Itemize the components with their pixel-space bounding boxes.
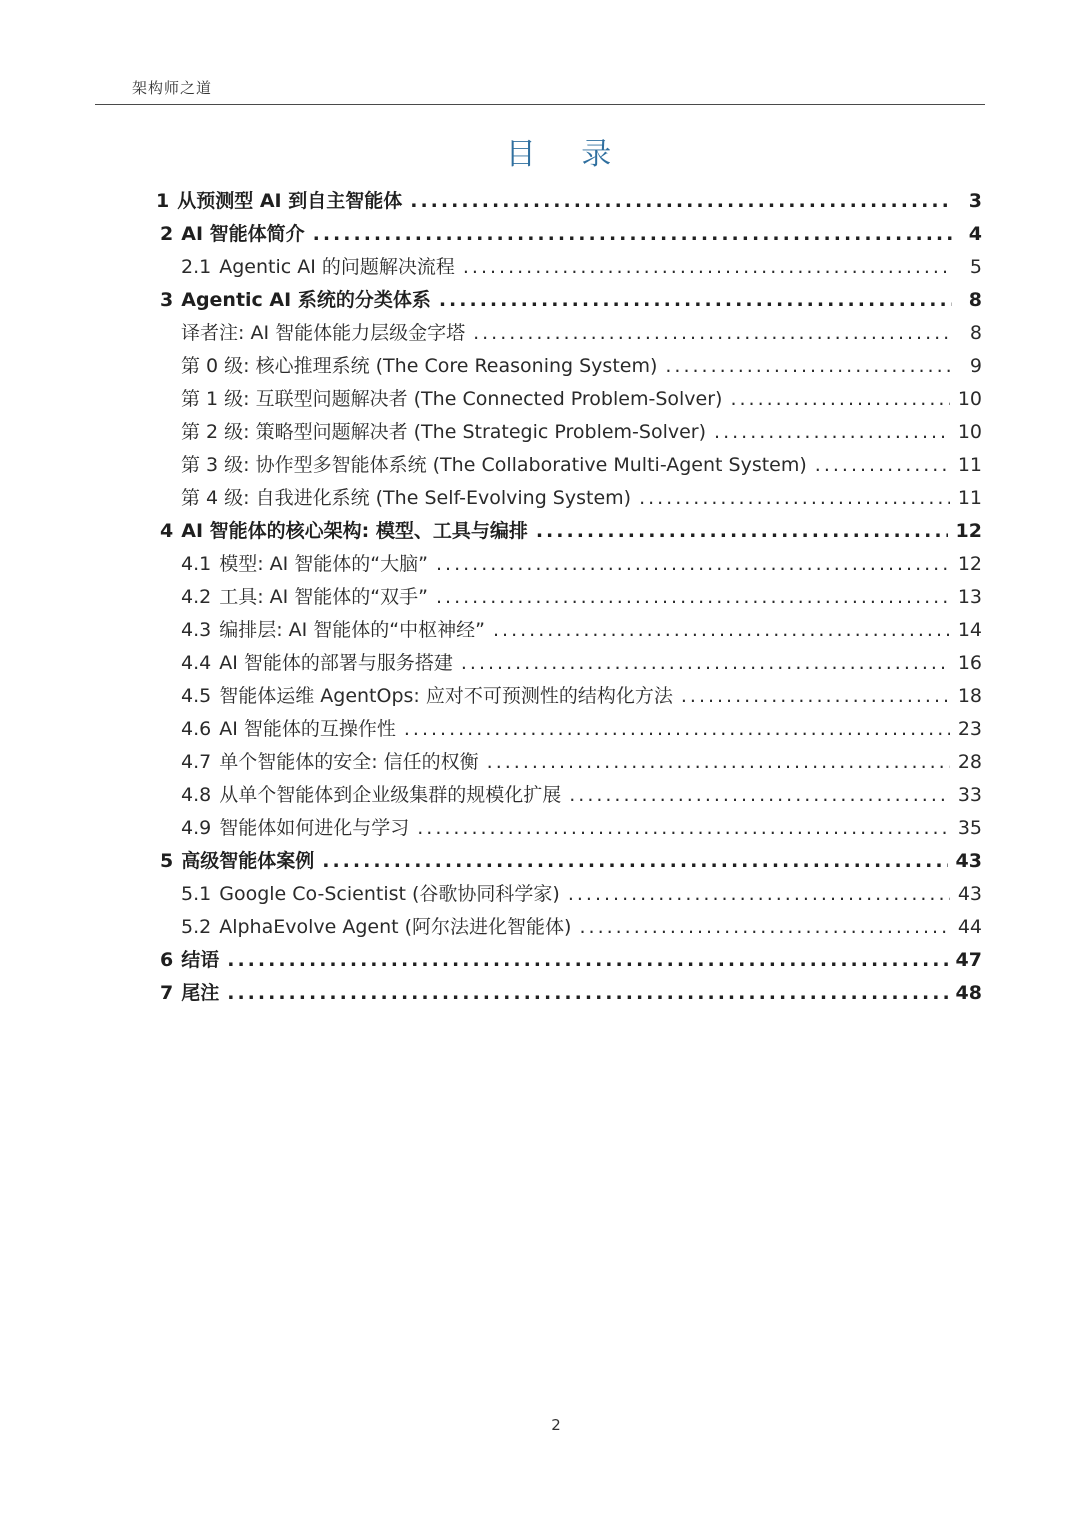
- dot-leader: [227, 978, 947, 1008]
- toc-entry-number: 3: [160, 289, 174, 311]
- toc-entry-page: 28: [957, 751, 982, 773]
- toc-entry-label: 译者注: AI 智能体能力层级金字塔: [181, 322, 466, 344]
- toc-entry[interactable]: [181, 384, 982, 414]
- dot-leader: [322, 846, 947, 876]
- toc-entry-label: 从预测型 AI 到自主智能体: [177, 190, 403, 212]
- toc-entry-number: 4.8: [181, 784, 212, 806]
- toc-entry-page: 23: [957, 718, 982, 740]
- dot-leader: [410, 186, 952, 216]
- toc-entry-page: 9: [969, 355, 982, 377]
- dot-leader: [568, 879, 950, 909]
- dot-leader: [815, 450, 950, 480]
- toc-entry-label: AI 智能体简介: [181, 223, 305, 245]
- toc-entry-page: 48: [955, 982, 982, 1004]
- toc-entry[interactable]: [181, 351, 982, 381]
- toc-entry-page: 4: [968, 223, 982, 245]
- toc-entry[interactable]: [181, 318, 982, 348]
- toc-entry[interactable]: [181, 912, 982, 942]
- dot-leader: [436, 582, 950, 612]
- toc-entry[interactable]: [156, 186, 982, 216]
- toc-entry-page: 13: [957, 586, 982, 608]
- toc-entry-label: AI 智能体的核心架构: 模型、工具与编排: [181, 520, 528, 542]
- toc-entry-number: 4.2: [181, 586, 212, 608]
- toc-entry-page: 43: [955, 850, 982, 872]
- dot-leader: [313, 219, 952, 249]
- toc-entry-label: Agentic AI 系统的分类体系: [181, 289, 431, 311]
- toc-entry-label: 结语: [181, 949, 220, 971]
- toc-entry-page: 12: [955, 520, 982, 542]
- toc-entry-page: 18: [957, 685, 982, 707]
- toc-entry-number: 4.6: [181, 718, 212, 740]
- toc-entry-page: 47: [955, 949, 982, 971]
- dot-leader: [463, 252, 952, 282]
- toc-entry[interactable]: [181, 615, 982, 645]
- dot-leader: [639, 483, 950, 513]
- toc-entry-label: AI 智能体的互操作性: [219, 718, 396, 740]
- toc-entry-number: 2.1: [181, 256, 212, 278]
- toc-entry-number: 2: [160, 223, 174, 245]
- toc-entry-label: 模型: AI 智能体的“大脑”: [219, 553, 428, 575]
- toc-entry-label: 第 3 级: 协作型多智能体系统 (The Collaborative Multi-Agent System): [181, 454, 807, 476]
- toc-entry-label: 第 4 级: 自我进化系统 (The Self-Evolving System): [181, 487, 632, 509]
- toc-entry-page: 43: [957, 883, 982, 905]
- toc-entry-number: 5.2: [181, 916, 212, 938]
- toc-entry-number: 4.9: [181, 817, 212, 839]
- toc-entry[interactable]: [181, 582, 982, 612]
- toc-entry-label: 智能体如何进化与学习: [219, 817, 410, 839]
- toc-entry-page: 3: [968, 190, 982, 212]
- dot-leader: [439, 285, 952, 315]
- toc-entry-number: 7: [160, 982, 174, 1004]
- dot-leader: [473, 318, 952, 348]
- toc-entry[interactable]: [181, 879, 982, 909]
- toc-entry[interactable]: [181, 813, 982, 843]
- dot-leader: [714, 417, 950, 447]
- toc-entry[interactable]: [181, 780, 982, 810]
- toc-entry[interactable]: [181, 549, 982, 579]
- toc-entry-label: 尾注: [181, 982, 220, 1004]
- toc-entry-page: 11: [957, 454, 982, 476]
- toc-entry[interactable]: [181, 417, 982, 447]
- toc-entry-page: 33: [957, 784, 982, 806]
- toc-entry-label: AlphaEvolve Agent (阿尔法进化智能体): [219, 916, 572, 938]
- toc-entry-page: 8: [968, 289, 982, 311]
- toc-entry[interactable]: [181, 648, 982, 678]
- toc-entry-page: 16: [957, 652, 982, 674]
- toc-entry[interactable]: [160, 219, 982, 249]
- toc-entry[interactable]: [181, 483, 982, 513]
- toc-entry-label: 工具: AI 智能体的“双手”: [219, 586, 428, 608]
- toc-entry[interactable]: [160, 285, 982, 315]
- toc-entry-number: 4: [160, 520, 174, 542]
- toc-entry[interactable]: [181, 681, 982, 711]
- toc-entry[interactable]: [181, 450, 982, 480]
- toc-title: 目 录: [505, 137, 630, 172]
- toc-entry[interactable]: [181, 252, 982, 282]
- toc-entry-number: 4.3: [181, 619, 212, 641]
- toc-entry-number: 4.1: [181, 553, 212, 575]
- toc-entry-number: 5.1: [181, 883, 212, 905]
- dot-leader: [461, 648, 950, 678]
- toc-entry-number: 6: [160, 949, 174, 971]
- toc-entry-number: 4.4: [181, 652, 212, 674]
- toc-entry-label: 从单个智能体到企业级集群的规模化扩展: [219, 784, 562, 806]
- toc-entry[interactable]: [181, 714, 982, 744]
- dot-leader: [493, 615, 950, 645]
- toc-entry-label: 编排层: AI 智能体的“中枢神经”: [219, 619, 485, 641]
- toc-entry[interactable]: [160, 945, 982, 975]
- page-number: 2: [551, 1416, 561, 1434]
- dot-leader: [417, 813, 950, 843]
- toc-entry-label: 高级智能体案例: [181, 850, 315, 872]
- toc-entry-number: 5: [160, 850, 174, 872]
- toc-entry-page: 12: [957, 553, 982, 575]
- toc-entry-label: 第 2 级: 策略型问题解决者 (The Strategic Problem-Solver): [181, 421, 707, 443]
- toc-entry-label: 单个智能体的安全: 信任的权衡: [219, 751, 479, 773]
- toc-entry-label: AI 智能体的部署与服务搭建: [219, 652, 453, 674]
- toc-entry-number: 1: [156, 190, 170, 212]
- toc-entry-page: 35: [957, 817, 982, 839]
- toc-entry[interactable]: [160, 516, 982, 546]
- dot-leader: [227, 945, 947, 975]
- toc-entry-page: 10: [957, 421, 982, 443]
- toc-entry-label: 智能体运维 AgentOps: 应对不可预测性的结构化方法: [219, 685, 673, 707]
- toc-entry-number: 4.5: [181, 685, 212, 707]
- toc-entry-page: 44: [957, 916, 982, 938]
- toc-entry-page: 5: [969, 256, 982, 278]
- header-title: 架构师之道: [132, 79, 213, 97]
- toc-entry-label: Google Co-Scientist (谷歌协同科学家): [219, 883, 560, 905]
- page-header: [95, 74, 985, 105]
- toc-entry[interactable]: [181, 747, 982, 777]
- toc-entry-label: 第 0 级: 核心推理系统 (The Core Reasoning System): [181, 355, 658, 377]
- dot-leader: [681, 681, 950, 711]
- dot-leader: [665, 351, 952, 381]
- toc-entry-page: 11: [957, 487, 982, 509]
- dot-leader: [579, 912, 949, 942]
- dot-leader: [536, 516, 948, 546]
- toc-entry-number: 4.7: [181, 751, 212, 773]
- toc-entry-label: 第 1 级: 互联型问题解决者 (The Connected Problem-Solver): [181, 388, 723, 410]
- dot-leader: [487, 747, 950, 777]
- toc-entry-page: 10: [957, 388, 982, 410]
- toc-entry-page: 8: [969, 322, 982, 344]
- dot-leader: [730, 384, 949, 414]
- toc-entry-page: 14: [957, 619, 982, 641]
- dot-leader: [569, 780, 950, 810]
- toc-entry[interactable]: [160, 846, 982, 876]
- toc-entry-label: Agentic AI 的问题解决流程: [219, 256, 455, 278]
- toc-entry[interactable]: [160, 978, 982, 1008]
- dot-leader: [404, 714, 950, 744]
- dot-leader: [436, 549, 950, 579]
